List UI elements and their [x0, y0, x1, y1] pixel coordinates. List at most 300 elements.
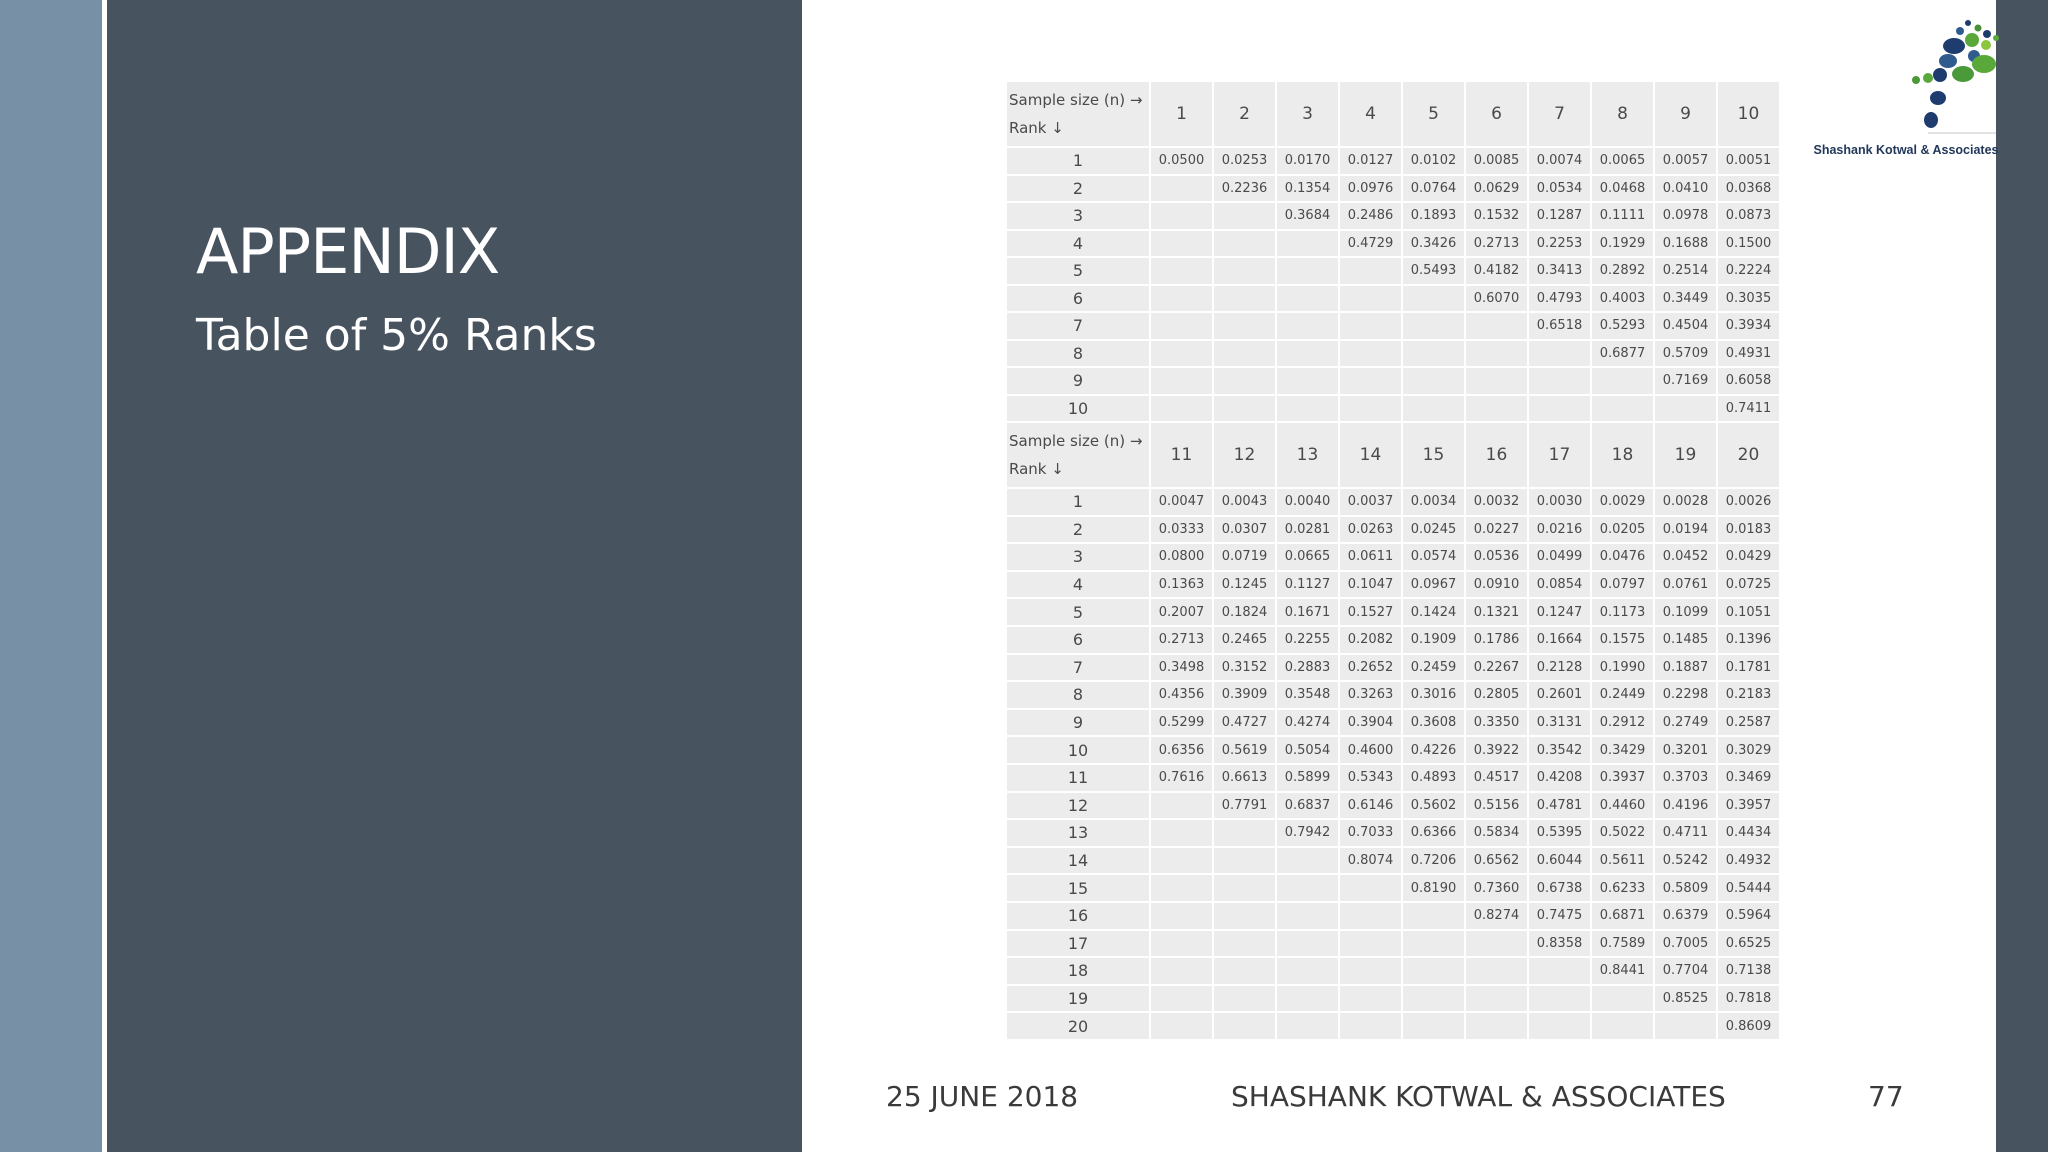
value-cell: 0.5809 [1655, 875, 1716, 901]
value-cell [1214, 203, 1275, 229]
value-cell: 0.5834 [1466, 820, 1527, 846]
value-cell: 0.0057 [1655, 148, 1716, 174]
value-cell [1340, 931, 1401, 957]
sample-size-header: 7 [1529, 82, 1590, 146]
value-cell: 0.1321 [1466, 599, 1527, 625]
value-cell: 0.0065 [1592, 148, 1653, 174]
rank-cell: 2 [1007, 517, 1149, 543]
value-cell: 0.4931 [1718, 341, 1779, 367]
sample-size-header: 3 [1277, 82, 1338, 146]
value-cell: 0.4711 [1655, 820, 1716, 846]
value-cell [1277, 396, 1338, 422]
value-cell: 0.0611 [1340, 544, 1401, 570]
table-row [1007, 231, 1779, 257]
value-cell: 0.4504 [1655, 313, 1716, 339]
value-cell: 0.2805 [1466, 682, 1527, 708]
value-cell [1403, 931, 1464, 957]
value-cell [1340, 875, 1401, 901]
value-cell: 0.0536 [1466, 544, 1527, 570]
value-cell [1151, 286, 1212, 312]
table-row [1007, 572, 1779, 598]
value-cell [1277, 341, 1338, 367]
value-cell: 0.2183 [1718, 682, 1779, 708]
value-cell: 0.3263 [1340, 682, 1401, 708]
header-sample-size-label: Sample size (n) → [1009, 432, 1143, 450]
value-cell [1340, 286, 1401, 312]
value-cell: 0.0245 [1403, 517, 1464, 543]
sample-size-header: 20 [1718, 423, 1779, 487]
value-cell: 0.5444 [1718, 875, 1779, 901]
value-cell: 0.0074 [1529, 148, 1590, 174]
value-cell: 0.7138 [1718, 958, 1779, 984]
rank-cell: 1 [1007, 489, 1149, 515]
value-cell: 0.1051 [1718, 599, 1779, 625]
value-cell: 0.1990 [1592, 655, 1653, 681]
value-cell [1340, 258, 1401, 284]
sample-size-header: 11 [1151, 423, 1212, 487]
sample-size-header: 10 [1718, 82, 1779, 146]
value-cell [1214, 396, 1275, 422]
rank-cell: 16 [1007, 903, 1149, 929]
rank-cell: 12 [1007, 793, 1149, 819]
value-cell: 0.5611 [1592, 848, 1653, 874]
table-row [1007, 396, 1779, 422]
slide-subtitle: Table of 5% Ranks [196, 310, 597, 361]
value-cell: 0.8190 [1403, 875, 1464, 901]
value-cell: 0.0410 [1655, 176, 1716, 202]
value-cell [1340, 313, 1401, 339]
value-cell [1277, 903, 1338, 929]
sample-size-header: 14 [1340, 423, 1401, 487]
rank-cell: 1 [1007, 148, 1149, 174]
value-cell [1592, 1013, 1653, 1039]
value-cell [1214, 958, 1275, 984]
value-cell [1277, 848, 1338, 874]
value-cell: 0.0263 [1340, 517, 1401, 543]
value-cell [1403, 958, 1464, 984]
value-cell: 0.1173 [1592, 599, 1653, 625]
value-cell: 0.3152 [1214, 655, 1275, 681]
value-cell [1277, 875, 1338, 901]
value-cell: 0.3469 [1718, 765, 1779, 791]
value-cell: 0.0333 [1151, 517, 1212, 543]
value-cell: 0.0029 [1592, 489, 1653, 515]
value-cell [1277, 231, 1338, 257]
rank-cell: 7 [1007, 655, 1149, 681]
value-cell: 0.7206 [1403, 848, 1464, 874]
value-cell: 0.0976 [1340, 176, 1401, 202]
slide-title: APPENDIX [196, 215, 500, 288]
value-cell [1403, 341, 1464, 367]
value-cell [1214, 903, 1275, 929]
table-row [1007, 517, 1779, 543]
value-cell: 0.0967 [1403, 572, 1464, 598]
value-cell [1214, 341, 1275, 367]
value-cell: 0.0719 [1214, 544, 1275, 570]
value-cell [1277, 286, 1338, 312]
value-cell: 0.0183 [1718, 517, 1779, 543]
value-cell: 0.3934 [1718, 313, 1779, 339]
value-cell: 0.7818 [1718, 986, 1779, 1012]
value-cell: 0.5054 [1277, 737, 1338, 763]
value-cell [1340, 341, 1401, 367]
value-cell [1277, 368, 1338, 394]
value-cell: 0.4600 [1340, 737, 1401, 763]
rank-cell: 4 [1007, 231, 1149, 257]
value-cell [1151, 793, 1212, 819]
value-cell: 0.0452 [1655, 544, 1716, 570]
value-cell: 0.7589 [1592, 931, 1653, 957]
value-cell [1214, 931, 1275, 957]
value-cell [1151, 203, 1212, 229]
value-cell: 0.2652 [1340, 655, 1401, 681]
sample-size-header: 18 [1592, 423, 1653, 487]
sample-size-header: 16 [1466, 423, 1527, 487]
value-cell: 0.1127 [1277, 572, 1338, 598]
value-cell [1151, 396, 1212, 422]
value-cell: 0.3131 [1529, 710, 1590, 736]
table-row [1007, 627, 1779, 653]
value-cell: 0.1047 [1340, 572, 1401, 598]
value-cell: 0.3608 [1403, 710, 1464, 736]
value-cell [1340, 903, 1401, 929]
value-cell: 0.5242 [1655, 848, 1716, 874]
value-cell: 0.3429 [1592, 737, 1653, 763]
value-cell: 0.3426 [1403, 231, 1464, 257]
value-cell: 0.8525 [1655, 986, 1716, 1012]
value-cell [1151, 958, 1212, 984]
value-cell: 0.5602 [1403, 793, 1464, 819]
value-cell: 0.4208 [1529, 765, 1590, 791]
value-cell: 0.3548 [1277, 682, 1338, 708]
value-cell: 0.4517 [1466, 765, 1527, 791]
table-row [1007, 986, 1779, 1012]
value-cell: 0.1887 [1655, 655, 1716, 681]
value-cell: 0.1664 [1529, 627, 1590, 653]
value-cell: 0.7791 [1214, 793, 1275, 819]
value-cell: 0.0194 [1655, 517, 1716, 543]
value-cell: 0.5395 [1529, 820, 1590, 846]
left-accent-strip [0, 0, 102, 1152]
value-cell: 0.3449 [1655, 286, 1716, 312]
value-cell: 0.1500 [1718, 231, 1779, 257]
value-cell: 0.0307 [1214, 517, 1275, 543]
value-cell: 0.0170 [1277, 148, 1338, 174]
value-cell: 0.5156 [1466, 793, 1527, 819]
rank-cell: 8 [1007, 341, 1149, 367]
value-cell: 0.0037 [1340, 489, 1401, 515]
value-cell: 0.2601 [1529, 682, 1590, 708]
value-cell: 0.1786 [1466, 627, 1527, 653]
value-cell: 0.6525 [1718, 931, 1779, 957]
value-cell: 0.8074 [1340, 848, 1401, 874]
rank-cell: 17 [1007, 931, 1149, 957]
value-cell [1277, 313, 1338, 339]
rank-cell: 2 [1007, 176, 1149, 202]
table-row [1007, 258, 1779, 284]
value-cell: 0.1396 [1718, 627, 1779, 653]
value-cell: 0.2587 [1718, 710, 1779, 736]
value-cell: 0.2298 [1655, 682, 1716, 708]
value-cell: 0.5493 [1403, 258, 1464, 284]
value-cell: 0.2253 [1529, 231, 1590, 257]
value-cell: 0.4781 [1529, 793, 1590, 819]
table-row [1007, 313, 1779, 339]
value-cell [1466, 986, 1527, 1012]
sample-size-header: 9 [1655, 82, 1716, 146]
rank-cell: 20 [1007, 1013, 1149, 1039]
value-cell [1151, 258, 1212, 284]
value-cell: 0.0253 [1214, 148, 1275, 174]
value-cell [1529, 368, 1590, 394]
value-cell: 0.1245 [1214, 572, 1275, 598]
value-cell [1529, 986, 1590, 1012]
value-cell: 0.6518 [1529, 313, 1590, 339]
table-row [1007, 931, 1779, 957]
header-sample-size-label: Sample size (n) → [1009, 91, 1143, 109]
value-cell: 0.3957 [1718, 793, 1779, 819]
value-cell: 0.3909 [1214, 682, 1275, 708]
value-cell: 0.1247 [1529, 599, 1590, 625]
value-cell: 0.1575 [1592, 627, 1653, 653]
table-row [1007, 489, 1779, 515]
value-cell: 0.7616 [1151, 765, 1212, 791]
value-cell [1277, 258, 1338, 284]
value-cell: 0.2255 [1277, 627, 1338, 653]
value-cell: 0.2514 [1655, 258, 1716, 284]
value-cell: 0.6058 [1718, 368, 1779, 394]
rank-cell: 11 [1007, 765, 1149, 791]
value-cell: 0.0281 [1277, 517, 1338, 543]
value-cell [1403, 903, 1464, 929]
rank-cell: 6 [1007, 627, 1149, 653]
value-cell: 0.2236 [1214, 176, 1275, 202]
rank-cell: 4 [1007, 572, 1149, 598]
value-cell: 0.1893 [1403, 203, 1464, 229]
value-cell: 0.0034 [1403, 489, 1464, 515]
value-cell [1151, 176, 1212, 202]
value-cell: 0.4003 [1592, 286, 1653, 312]
sample-size-header: 6 [1466, 82, 1527, 146]
value-cell [1151, 341, 1212, 367]
table-row [1007, 148, 1779, 174]
value-cell: 0.2007 [1151, 599, 1212, 625]
value-cell: 0.6877 [1592, 341, 1653, 367]
value-cell: 0.2912 [1592, 710, 1653, 736]
value-cell: 0.3922 [1466, 737, 1527, 763]
value-cell: 0.6562 [1466, 848, 1527, 874]
value-cell: 0.0910 [1466, 572, 1527, 598]
value-cell: 0.4226 [1403, 737, 1464, 763]
value-cell: 0.0574 [1403, 544, 1464, 570]
value-cell: 0.0028 [1655, 489, 1716, 515]
rank-cell: 15 [1007, 875, 1149, 901]
value-cell: 0.0205 [1592, 517, 1653, 543]
value-cell: 0.1485 [1655, 627, 1716, 653]
value-cell [1151, 313, 1212, 339]
value-cell: 0.7360 [1466, 875, 1527, 901]
value-cell: 0.7475 [1529, 903, 1590, 929]
value-cell: 0.8441 [1592, 958, 1653, 984]
value-cell: 0.0665 [1277, 544, 1338, 570]
value-cell: 0.4727 [1214, 710, 1275, 736]
value-cell: 0.7411 [1718, 396, 1779, 422]
value-cell: 0.2267 [1466, 655, 1527, 681]
rank-cell: 9 [1007, 710, 1149, 736]
value-cell [1214, 231, 1275, 257]
value-cell: 0.5899 [1277, 765, 1338, 791]
value-cell [1214, 368, 1275, 394]
rank-cell: 6 [1007, 286, 1149, 312]
value-cell: 0.0500 [1151, 148, 1212, 174]
value-cell: 0.0800 [1151, 544, 1212, 570]
value-cell: 0.5022 [1592, 820, 1653, 846]
rank-cell: 10 [1007, 396, 1149, 422]
rank-cell: 8 [1007, 682, 1149, 708]
value-cell [1403, 1013, 1464, 1039]
table-row [1007, 544, 1779, 570]
value-cell: 0.6871 [1592, 903, 1653, 929]
table-row [1007, 368, 1779, 394]
value-cell [1340, 1013, 1401, 1039]
value-cell [1151, 986, 1212, 1012]
value-cell [1466, 341, 1527, 367]
value-cell: 0.0051 [1718, 148, 1779, 174]
value-cell: 0.8609 [1718, 1013, 1779, 1039]
value-cell [1403, 368, 1464, 394]
value-cell [1214, 1013, 1275, 1039]
value-cell: 0.4182 [1466, 258, 1527, 284]
value-cell: 0.7169 [1655, 368, 1716, 394]
value-cell: 0.0085 [1466, 148, 1527, 174]
value-cell: 0.2459 [1403, 655, 1464, 681]
value-cell: 0.7704 [1655, 958, 1716, 984]
value-cell: 0.2128 [1529, 655, 1590, 681]
table-row [1007, 737, 1779, 763]
value-cell: 0.0978 [1655, 203, 1716, 229]
value-cell: 0.0468 [1592, 176, 1653, 202]
value-cell [1655, 1013, 1716, 1039]
value-cell: 0.0797 [1592, 572, 1653, 598]
value-cell: 0.0102 [1403, 148, 1464, 174]
sample-size-header: 17 [1529, 423, 1590, 487]
value-cell [1340, 958, 1401, 984]
value-cell: 0.0429 [1718, 544, 1779, 570]
rank-cell: 14 [1007, 848, 1149, 874]
table-row [1007, 875, 1779, 901]
value-cell: 0.1824 [1214, 599, 1275, 625]
value-cell: 0.0764 [1403, 176, 1464, 202]
rank-cell: 18 [1007, 958, 1149, 984]
value-cell: 0.0047 [1151, 489, 1212, 515]
value-cell: 0.6738 [1529, 875, 1590, 901]
value-cell [1151, 875, 1212, 901]
value-cell [1214, 286, 1275, 312]
rank-cell: 3 [1007, 544, 1149, 570]
value-cell: 0.4274 [1277, 710, 1338, 736]
value-cell: 0.0854 [1529, 572, 1590, 598]
value-cell: 0.5343 [1340, 765, 1401, 791]
table-corner-label [1007, 82, 1149, 146]
value-cell [1340, 396, 1401, 422]
value-cell: 0.6146 [1340, 793, 1401, 819]
sample-size-header: 4 [1340, 82, 1401, 146]
rank-cell: 5 [1007, 258, 1149, 284]
value-cell: 0.5293 [1592, 313, 1653, 339]
value-cell [1151, 931, 1212, 957]
value-cell: 0.1671 [1277, 599, 1338, 625]
value-cell: 0.3542 [1529, 737, 1590, 763]
value-cell: 0.2713 [1466, 231, 1527, 257]
header-rank-label: Rank ↓ [1009, 119, 1064, 137]
value-cell: 0.6837 [1277, 793, 1338, 819]
value-cell [1529, 958, 1590, 984]
value-cell: 0.6356 [1151, 737, 1212, 763]
table-row [1007, 820, 1779, 846]
value-cell [1466, 1013, 1527, 1039]
value-cell: 0.5299 [1151, 710, 1212, 736]
value-cell [1592, 396, 1653, 422]
value-cell: 0.1099 [1655, 599, 1716, 625]
value-cell: 0.1909 [1403, 627, 1464, 653]
rank-table [1005, 80, 1781, 1041]
value-cell [1151, 231, 1212, 257]
value-cell [1403, 313, 1464, 339]
value-cell: 0.4356 [1151, 682, 1212, 708]
value-cell: 0.3029 [1718, 737, 1779, 763]
value-cell [1277, 1013, 1338, 1039]
rank-cell: 9 [1007, 368, 1149, 394]
value-cell: 0.0873 [1718, 203, 1779, 229]
value-cell: 0.5964 [1718, 903, 1779, 929]
right-accent-strip [1996, 0, 2048, 1152]
value-cell: 0.4932 [1718, 848, 1779, 874]
table-corner-label [1007, 423, 1149, 487]
value-cell: 0.1532 [1466, 203, 1527, 229]
table-row [1007, 599, 1779, 625]
value-cell: 0.7942 [1277, 820, 1338, 846]
value-cell: 0.0725 [1718, 572, 1779, 598]
value-cell: 0.1354 [1277, 176, 1338, 202]
sample-size-header: 12 [1214, 423, 1275, 487]
value-cell: 0.0761 [1655, 572, 1716, 598]
value-cell: 0.3498 [1151, 655, 1212, 681]
value-cell: 0.7005 [1655, 931, 1716, 957]
value-cell: 0.4460 [1592, 793, 1653, 819]
value-cell: 0.4893 [1403, 765, 1464, 791]
table-header-row [1007, 423, 1779, 487]
value-cell: 0.0043 [1214, 489, 1275, 515]
value-cell: 0.8358 [1529, 931, 1590, 957]
rank-cell: 10 [1007, 737, 1149, 763]
value-cell: 0.3904 [1340, 710, 1401, 736]
value-cell [1655, 396, 1716, 422]
value-cell: 0.1929 [1592, 231, 1653, 257]
value-cell [1466, 931, 1527, 957]
rank-cell: 5 [1007, 599, 1149, 625]
value-cell: 0.4793 [1529, 286, 1590, 312]
footer-date: 25 JUNE 2018 [886, 1080, 1079, 1113]
value-cell [1151, 848, 1212, 874]
value-cell: 0.3350 [1466, 710, 1527, 736]
value-cell [1466, 396, 1527, 422]
rank-cell: 3 [1007, 203, 1149, 229]
value-cell [1403, 986, 1464, 1012]
rank-cell: 13 [1007, 820, 1149, 846]
value-cell [1214, 875, 1275, 901]
table-row [1007, 793, 1779, 819]
value-cell [1403, 286, 1464, 312]
